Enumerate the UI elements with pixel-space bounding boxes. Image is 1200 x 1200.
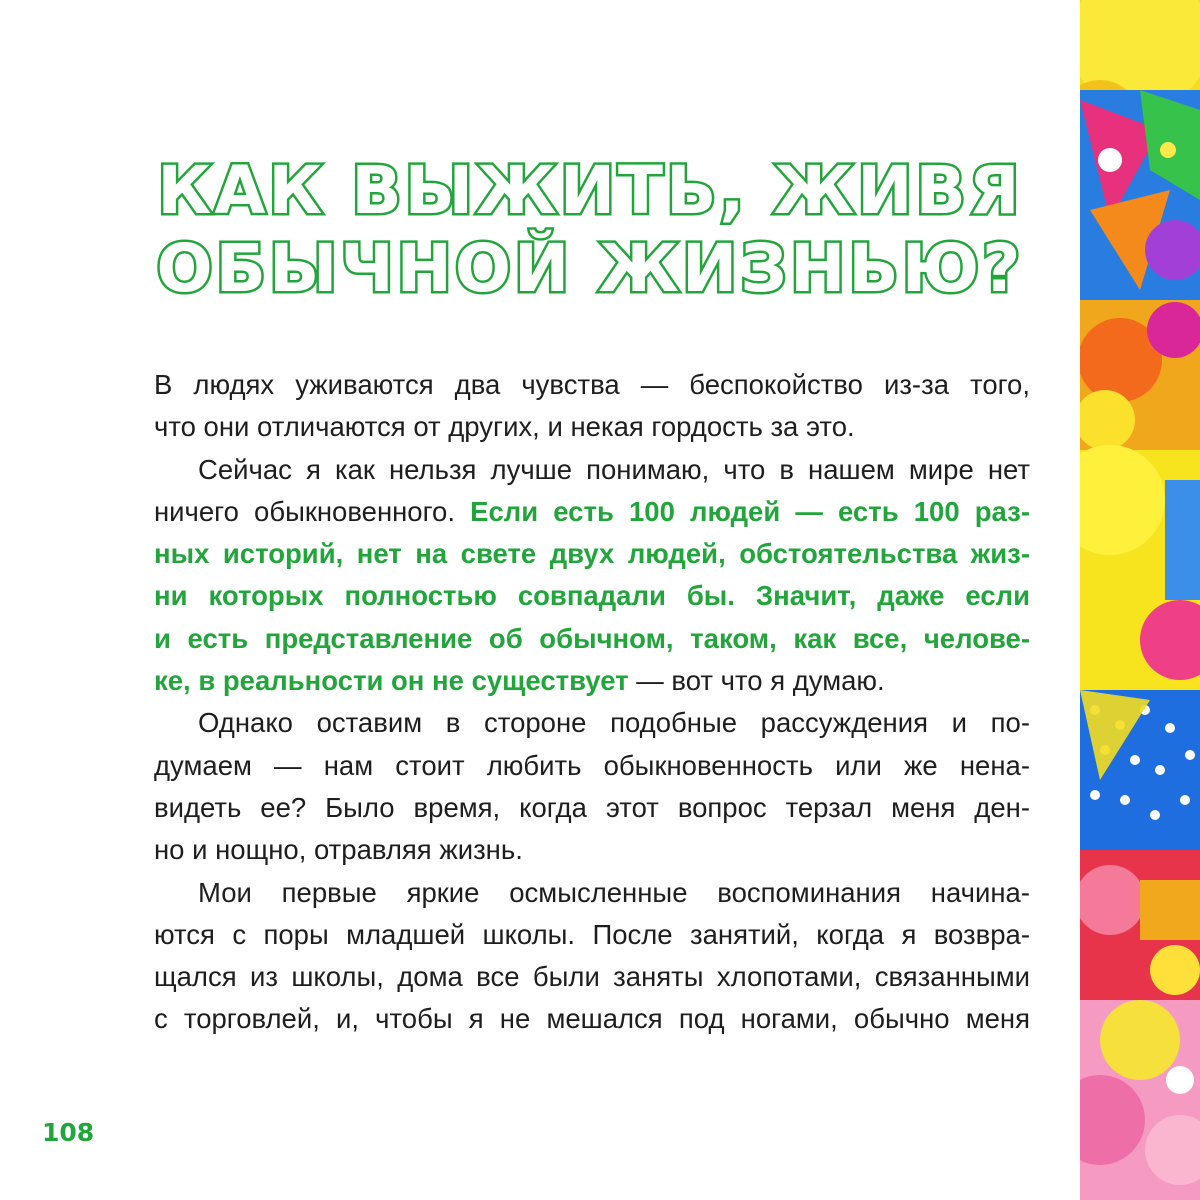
confetti-toys-photo-icon — [1080, 0, 1200, 1200]
chapter-title — [150, 152, 1030, 308]
text-line: ке, в реальности он не существует — вот что я думаю. — [154, 665, 885, 697]
text-line: что они отличаются от других, и некая гордость за это. — [154, 411, 855, 443]
highlighted-text: Если есть 100 людей — есть 100 раз- — [470, 495, 1030, 527]
text-line: В людях уживаются два чувства — беспокойство из-за того, — [154, 369, 1030, 400]
text-line: щался из школы, дома все были заняты хлопотами, связанными — [154, 961, 1030, 993]
highlighted-text: ке, в реальности он не существует — [154, 665, 629, 697]
text-line: ничего обыкновенного. Если есть 100 людей — есть 100 раз- — [154, 495, 1030, 527]
text-line: Однако оставим в стороне подобные рассуждения и по- — [198, 707, 1030, 739]
highlighted-text-line: ных историй, нет на свете двух людей, обстоятельства жиз- — [154, 538, 1030, 570]
chapter-title-line-1: КАК ВЫЖИТЬ, ЖИВЯ — [157, 152, 1023, 229]
text-line: Сейчас я как нельзя лучше понимаю, что в нашем мире нет — [198, 453, 1030, 485]
text-line: думаем — нам стоит любить обыкновенность или же нена- — [154, 749, 1030, 781]
page-number: 108 — [42, 1118, 95, 1147]
highlighted-text-line: и есть представление об обычном, таком, как все, челове- — [154, 622, 1030, 654]
text-line: но и нощно, отравляя жизнь. — [154, 834, 523, 866]
body-text — [154, 364, 1030, 1041]
text-line: Мои первые яркие осмысленные воспоминания начина- — [198, 876, 1030, 908]
text-line: ются с поры младшей школы. После занятий, когда я возвра- — [154, 918, 1030, 950]
highlighted-text-line: ни которых полностью совпадали бы. Значит, даже если — [154, 580, 1030, 612]
text-line: видеть ее? Было время, когда этот вопрос терзал меня ден- — [154, 791, 1030, 823]
text-line: с торговлей, и, чтобы я не мешался под ногами, обычно меня — [154, 1003, 1030, 1035]
chapter-title-line-2: ОБЫЧНОЙ ЖИЗНЬЮ? — [156, 230, 1024, 307]
